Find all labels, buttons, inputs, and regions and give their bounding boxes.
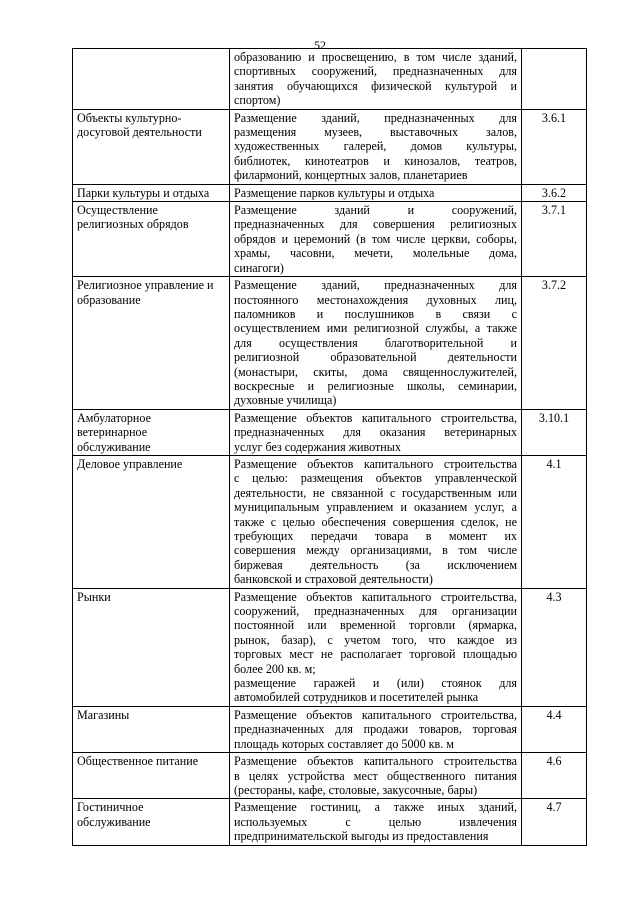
land-use-description-line: банковской и страховой деятельности)	[234, 572, 433, 587]
table-row	[73, 706, 587, 752]
land-use-description-line: Размещение объектов капитального строительства	[234, 754, 517, 769]
land-use-description-cell	[230, 588, 522, 706]
table-row	[73, 109, 587, 184]
land-use-name-cell	[73, 277, 230, 410]
land-use-code-cell	[522, 49, 587, 110]
land-use-description-line: Размещение объектов капитального строительства	[234, 456, 517, 471]
land-use-description-line: спортом)	[234, 93, 281, 108]
land-use-description-line: постоянного местонахождения духовных лиц,	[234, 292, 517, 307]
land-use-code-cell: 4.4	[522, 706, 587, 752]
land-use-description-line: предназначенных для продажи товаров, торговая	[234, 722, 517, 737]
land-use-description-line: постоянной или временной торговли (ярмарка,	[234, 618, 517, 633]
land-use-description-line: услуг без содержания животных	[234, 439, 401, 454]
land-use-name-cell	[73, 753, 230, 799]
table-row	[73, 49, 587, 110]
land-use-name-line: ветеринарное	[77, 425, 148, 440]
land-use-description-cell	[230, 409, 522, 455]
land-use-description-line: совершения между организациями, в том числе	[234, 543, 517, 558]
land-use-name-cell	[73, 588, 230, 706]
land-use-name-line: Амбулаторное	[77, 410, 151, 425]
land-use-description-line: паломников и послушников в связи с	[234, 306, 517, 321]
land-use-description-line: в целях устройства мест общественного питания	[234, 768, 517, 783]
land-use-code-cell: 3.7.1	[522, 202, 587, 277]
land-use-description-cell	[230, 706, 522, 752]
land-use-description-line: биржевая деятельность (за исключением	[234, 557, 517, 572]
land-use-name-line: Объекты культурно-	[77, 110, 182, 125]
land-use-name-line: обслуживание	[77, 439, 151, 454]
land-use-name-cell	[73, 455, 230, 588]
land-use-code-cell: 3.6.2	[522, 184, 587, 201]
land-use-name-cell	[73, 184, 230, 201]
land-use-name-line: Религиозное управление и	[77, 278, 214, 293]
land-use-code-cell: 3.7.2	[522, 277, 587, 410]
land-use-name-line: Парки культуры и отдыха	[77, 185, 210, 200]
land-use-description-cell	[230, 753, 522, 799]
land-use-description-line: используемых с целью извлечения	[234, 814, 517, 829]
land-use-description-cell	[230, 202, 522, 277]
land-use-name-cell	[73, 409, 230, 455]
land-use-description-line: Размещение зданий, предназначенных для	[234, 110, 517, 125]
land-use-description-cell	[230, 109, 522, 184]
land-use-code-cell: 4.3	[522, 588, 587, 706]
land-use-description-line: духовные училища)	[234, 393, 337, 408]
table-row	[73, 409, 587, 455]
land-use-name-line: Осуществление	[77, 203, 158, 218]
land-use-description-line: храмы, часовни, мечети, молельные дома,	[234, 246, 517, 261]
land-use-description-cell	[230, 455, 522, 588]
land-use-description-line: занятия обучающихся физической культурой и	[234, 78, 517, 93]
land-use-name-line: досуговой деятельности	[77, 125, 202, 140]
land-use-description-line: (рестораны, кафе, столовые, закусочные, бары)	[234, 782, 478, 797]
land-use-name-line: Рынки	[77, 589, 111, 604]
land-use-name-cell	[73, 109, 230, 184]
land-use-description-line: Размещение парков культуры и отдыха	[234, 185, 435, 200]
land-use-code-cell: 3.10.1	[522, 409, 587, 455]
land-use-name-line: Деловое управление	[77, 456, 183, 471]
land-use-description-line: сооружений, предназначенных для организации	[234, 604, 517, 619]
land-use-description-line: рынок, базар), с учетом того, что каждое из	[234, 632, 517, 647]
land-use-description-line: воскресные и религиозные школы, семинарии,	[234, 378, 517, 393]
table-row	[73, 184, 587, 201]
land-use-description-line: художественных галерей, домов культуры,	[234, 139, 517, 154]
land-use-description-line: более 200 кв. м;	[234, 661, 316, 676]
land-use-description-cell	[230, 49, 522, 110]
land-use-description-line: Размещение зданий, предназначенных для	[234, 278, 517, 293]
land-use-description-line: филармоний, концертных залов, планетариев	[234, 168, 468, 183]
table-row	[73, 202, 587, 277]
land-use-name-cell	[73, 202, 230, 277]
land-use-description-line: муниципальным управлением и оказанием услуг, а	[234, 500, 517, 515]
land-use-description-line: деятельности, не связанной с государственным или	[234, 485, 517, 500]
land-use-name-cell	[73, 706, 230, 752]
table-row	[73, 277, 587, 410]
land-use-description-line: библиотек, кинотеатров и кинозалов, театров,	[234, 153, 517, 168]
table-row	[73, 588, 587, 706]
land-use-description-line: также с целью обеспечения совершения сделок, не	[234, 514, 517, 529]
land-use-name-line: религиозных обрядов	[77, 217, 189, 232]
land-use-description-line: предназначенных для совершения религиозных	[234, 217, 517, 232]
land-use-name-line: Гостиничное	[77, 800, 144, 815]
land-use-description-line: размещение гаражей и (или) стоянок для	[234, 676, 517, 691]
land-use-description-line: автомобилей сотрудников и посетителей рынка	[234, 690, 479, 705]
land-use-description-line: предпринимательской выгоды из предоставления	[234, 829, 489, 844]
land-use-description-line: предназначенных для оказания ветеринарных	[234, 425, 517, 440]
table-row	[73, 799, 587, 845]
land-use-description-cell	[230, 799, 522, 845]
table-row	[73, 455, 587, 588]
table-body	[73, 49, 587, 846]
land-use-description-line: торговых мест не располагает торговой площадью	[234, 647, 517, 662]
land-use-code-cell: 3.6.1	[522, 109, 587, 184]
table-row	[73, 753, 587, 799]
land-use-name-line: образование	[77, 292, 141, 307]
land-use-code-cell: 4.6	[522, 753, 587, 799]
land-use-description-line: Размещение объектов капитального строительства,	[234, 589, 517, 604]
land-use-description-line: осуществлением ими религиозной службы, а также	[234, 321, 517, 336]
land-use-name-line: обслуживание	[77, 814, 151, 829]
land-use-description-line: образованию и просвещению, в том числе зданий,	[234, 50, 517, 64]
land-use-code-cell: 4.1	[522, 455, 587, 588]
land-use-name-cell	[73, 49, 230, 110]
land-use-description-line: требующих передачи товара в момент их	[234, 529, 517, 543]
land-use-description-line: площадь которых составляет до 5000 кв. м	[234, 736, 454, 751]
land-use-description-cell	[230, 184, 522, 201]
land-use-description-line: Размещение объектов капитального строительства,	[234, 707, 517, 722]
land-use-description-line: Размещение объектов капитального строительства,	[234, 410, 517, 425]
land-use-table	[72, 48, 587, 846]
land-use-description-line: для осуществления благотворительной и	[234, 335, 517, 350]
land-use-description-line: спортивных сооружений, предназначенных для	[234, 64, 517, 79]
land-use-description-line: (монастыри, скиты, дома священнослужителей,	[234, 364, 517, 379]
land-use-description-line: размещения музеев, выставочных залов,	[234, 125, 517, 140]
land-use-description-line: синагоги)	[234, 260, 284, 275]
land-use-name-line: Общественное питание	[77, 754, 199, 769]
page-number: 52	[314, 38, 326, 52]
land-use-description-line: Размещение гостиниц, а также иных зданий,	[234, 800, 517, 815]
land-use-code-cell: 4.7	[522, 799, 587, 845]
land-use-description-line: религиозной образовательной деятельности	[234, 350, 517, 365]
land-use-description-line: обрядов и церемоний (в том числе церкви, соборы,	[234, 231, 517, 246]
land-use-name-line: Магазины	[77, 707, 130, 722]
land-use-name-cell	[73, 799, 230, 845]
land-use-description-line: с целью: размещения объектов управленческой	[234, 471, 517, 486]
land-use-description-cell	[230, 277, 522, 410]
land-use-description-line: Размещение зданий и сооружений,	[234, 203, 517, 218]
